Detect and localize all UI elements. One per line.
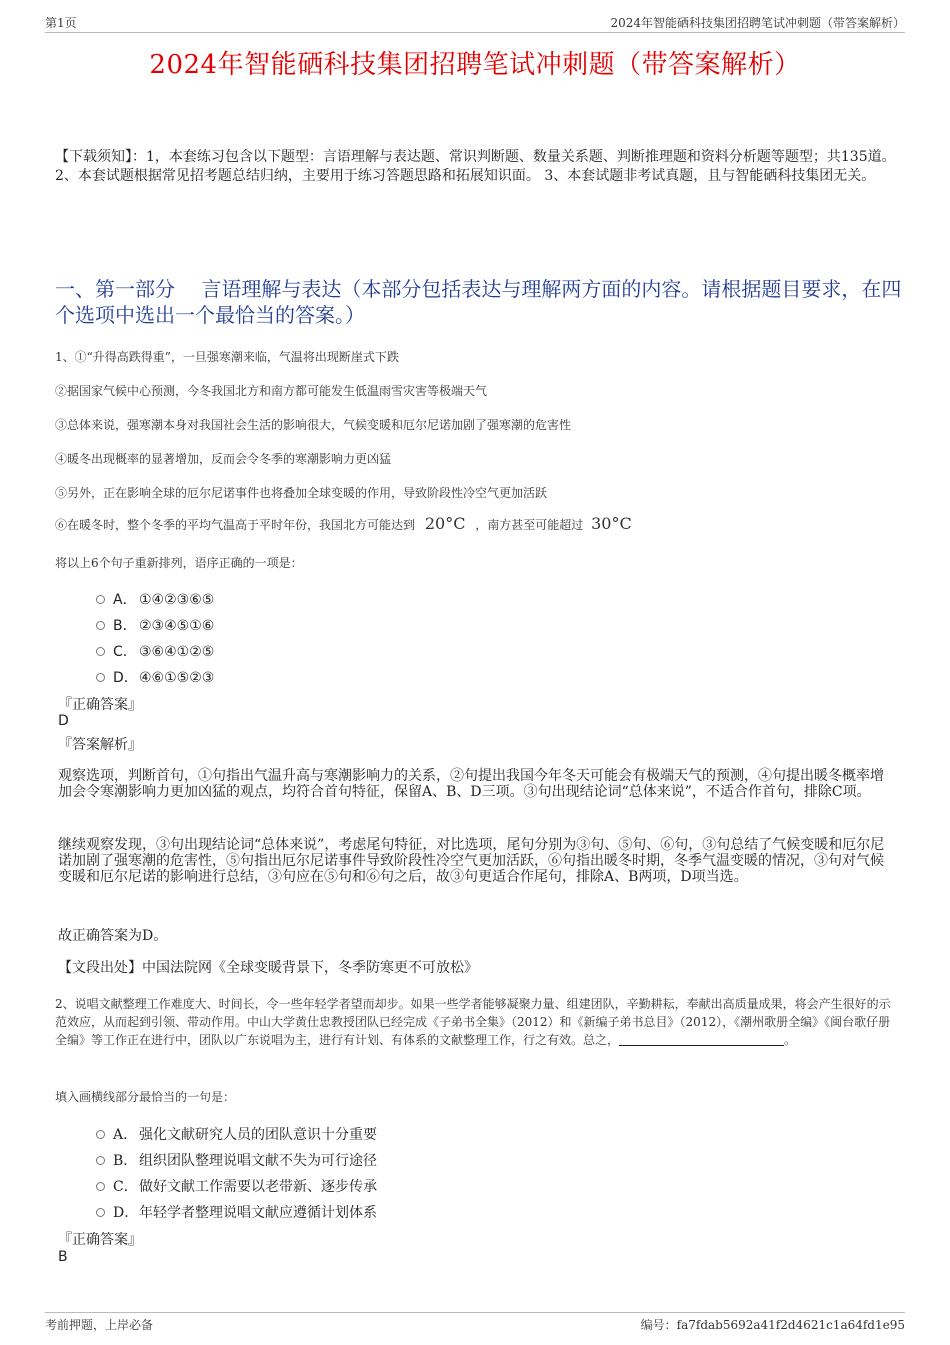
q1-sentence-2: ②据国家气候中心预测，今冬我国北方和南方都可能发生低温雨雪灾害等极端天气 [55, 384, 488, 398]
section-heading: 一、第一部分 言语理解与表达（本部分包括表达与理解两方面的内容。请根据题目要求，在四个选项中选出一个最恰当的答案。） [55, 277, 902, 327]
q1-analysis-label: 『答案解析』 [58, 737, 142, 753]
q1-sentence-3: ③总体来说，强寒潮本身对我国社会生活的影响很大，气候变暖和厄尔尼诺加剧了强寒潮的危害性 [55, 418, 572, 432]
radio-icon[interactable] [96, 647, 105, 656]
radio-icon[interactable] [96, 1130, 105, 1139]
q1-option-b[interactable]: B． ②③④⑤①⑥ [96, 615, 214, 635]
q1-option-d[interactable]: D．④⑥①⑤②③ [96, 667, 214, 687]
q1-stem: 将以上6个句子重新排列，语序正确的一项是： [55, 556, 303, 570]
radio-icon[interactable] [96, 621, 105, 630]
radio-icon[interactable] [96, 595, 105, 604]
q1-analysis-paragraph-2: 继续观察发现，③句出现结论词“总体来说”，考虑尾句特征，对比选项，尾句分别为③句、⑤句、⑥句，③句总结了气候变暖和厄尔尼诺加剧了强寒潮的危害性，⑤句指出厄尔尼诺事件导致阶段性冷空气更加活跃，⑥句指出暖冬时期，冬季气温变暖的情况，③句对气候变暖和厄尔尼诺的影响进行总结，③句应在⑤句和⑥句之后，故③句更适合作尾句，排除A、B两项，D项当选。 [58, 837, 885, 885]
header-doc-title: 2024年智能硒科技集团招聘笔试冲刺题（带答案解析） [610, 16, 905, 30]
q2-option-a[interactable]: A． 强化文献研究人员的团队意识十分重要 [96, 1124, 377, 1144]
q2-option-b[interactable]: B． 组织团队整理说唱文献不失为可行途径 [96, 1150, 377, 1170]
q2-stem: 填入画横线部分最恰当的一句是： [55, 1090, 236, 1104]
q1-sentence-5: ⑤另外，正在影响全球的厄尔尼诺事件也将叠加全球变暖的作用，导致阶段性冷空气更加活跃 [55, 486, 548, 500]
q2-option-d[interactable]: D．年轻学者整理说唱文献应遵循计划体系 [96, 1202, 377, 1222]
q1-sentence-6: ⑥在暖冬时，整个冬季的平均气温高于平时年份，我国北方可能达到 20°C ，南方甚至可能超过 30°C [55, 514, 632, 533]
q1-option-c[interactable]: C． ③⑥④①②⑤ [96, 641, 214, 661]
temp-north: 20°C [424, 514, 466, 533]
q1-analysis-paragraph-3: 故正确答案为D。 [58, 928, 168, 944]
q2-answer: B [58, 1249, 68, 1265]
q1-source: 【文段出处】中国法院网《全球变暖背景下，冬季防寒更不可放松》 [58, 960, 478, 976]
q1-sentence-4: ④暖冬出现概率的显著增加，反而会令冬季的寒潮影响力更凶猛 [55, 452, 392, 466]
q1-sentence-1: 1、①“升得高跌得重”，一旦强寒潮来临，气温将出现断崖式下跌 [55, 350, 399, 364]
q2-answer-label: 『正确答案』 [58, 1232, 142, 1248]
q1-answer: D [58, 713, 69, 729]
q2-option-c[interactable]: C．做好文献工作需要以老带新、逐步传承 [96, 1176, 377, 1196]
q2-passage: 2、说唱文献整理工作难度大、时间长，令一些年轻学者望而却步。如果一些学者能够凝聚力量、组建团队，辛勤耕耘，奉献出高质量成果，将会产生很好的示范效应，从而起到引领、带动作用。中山大学黄仕忠教授团队已经完成《子弟书全集》（2012）和《新编子弟书总目》（2012），《潮州歌册全编》《闽台歌仔册全编》等工作正在进行中，团队以广东说唱为主，进行有计划、有体系的文献整理工作，行之有效。总之， 。 [55, 997, 891, 1047]
q1-option-a[interactable]: A． ①④②③⑥⑤ [96, 589, 214, 609]
radio-icon[interactable] [96, 673, 105, 682]
temp-south: 30°C [591, 514, 632, 533]
page-header [45, 14, 905, 33]
radio-icon[interactable] [96, 1182, 105, 1191]
q1-analysis-paragraph-1: 观察选项，判断首句，①句指出气温升高与寒潮影响力的关系，②句提出我国今年冬天可能会有极端天气的预测，④句提出暖冬概率增加会令寒潮影响力更加凶猛的观点，均符合首句特征，保留A、B、D三项。③句出现结论词“总体来说”，不适合作首句，排除C项。 [58, 768, 884, 800]
document-id: 编号：fa7fdab5692a41f2d4621c1a64fd1e95 [640, 1318, 905, 1332]
page-footer [45, 1312, 905, 1333]
fill-blank [619, 1034, 784, 1046]
footer-slogan: 考前押题，上岸必备 [45, 1318, 154, 1332]
document-title: 2024年智能硒科技集团招聘笔试冲刺题（带答案解析） [149, 50, 801, 80]
q1-answer-label: 『正确答案』 [58, 697, 142, 713]
download-notice: 【下载须知】：1，本套练习包含以下题型：言语理解与表达题、常识判断题、数量关系题、判断推理题和资料分析题等题型；共135道。 2、本套试题根据常见招考题总结归纳，主要用于练习答题思路和拓展知识面。 3、本套试题非考试真题，且与智能硒科技集团无关。 [55, 149, 896, 184]
radio-icon[interactable] [96, 1208, 105, 1217]
radio-icon[interactable] [96, 1156, 105, 1165]
page-number: 第1页 [45, 16, 77, 30]
